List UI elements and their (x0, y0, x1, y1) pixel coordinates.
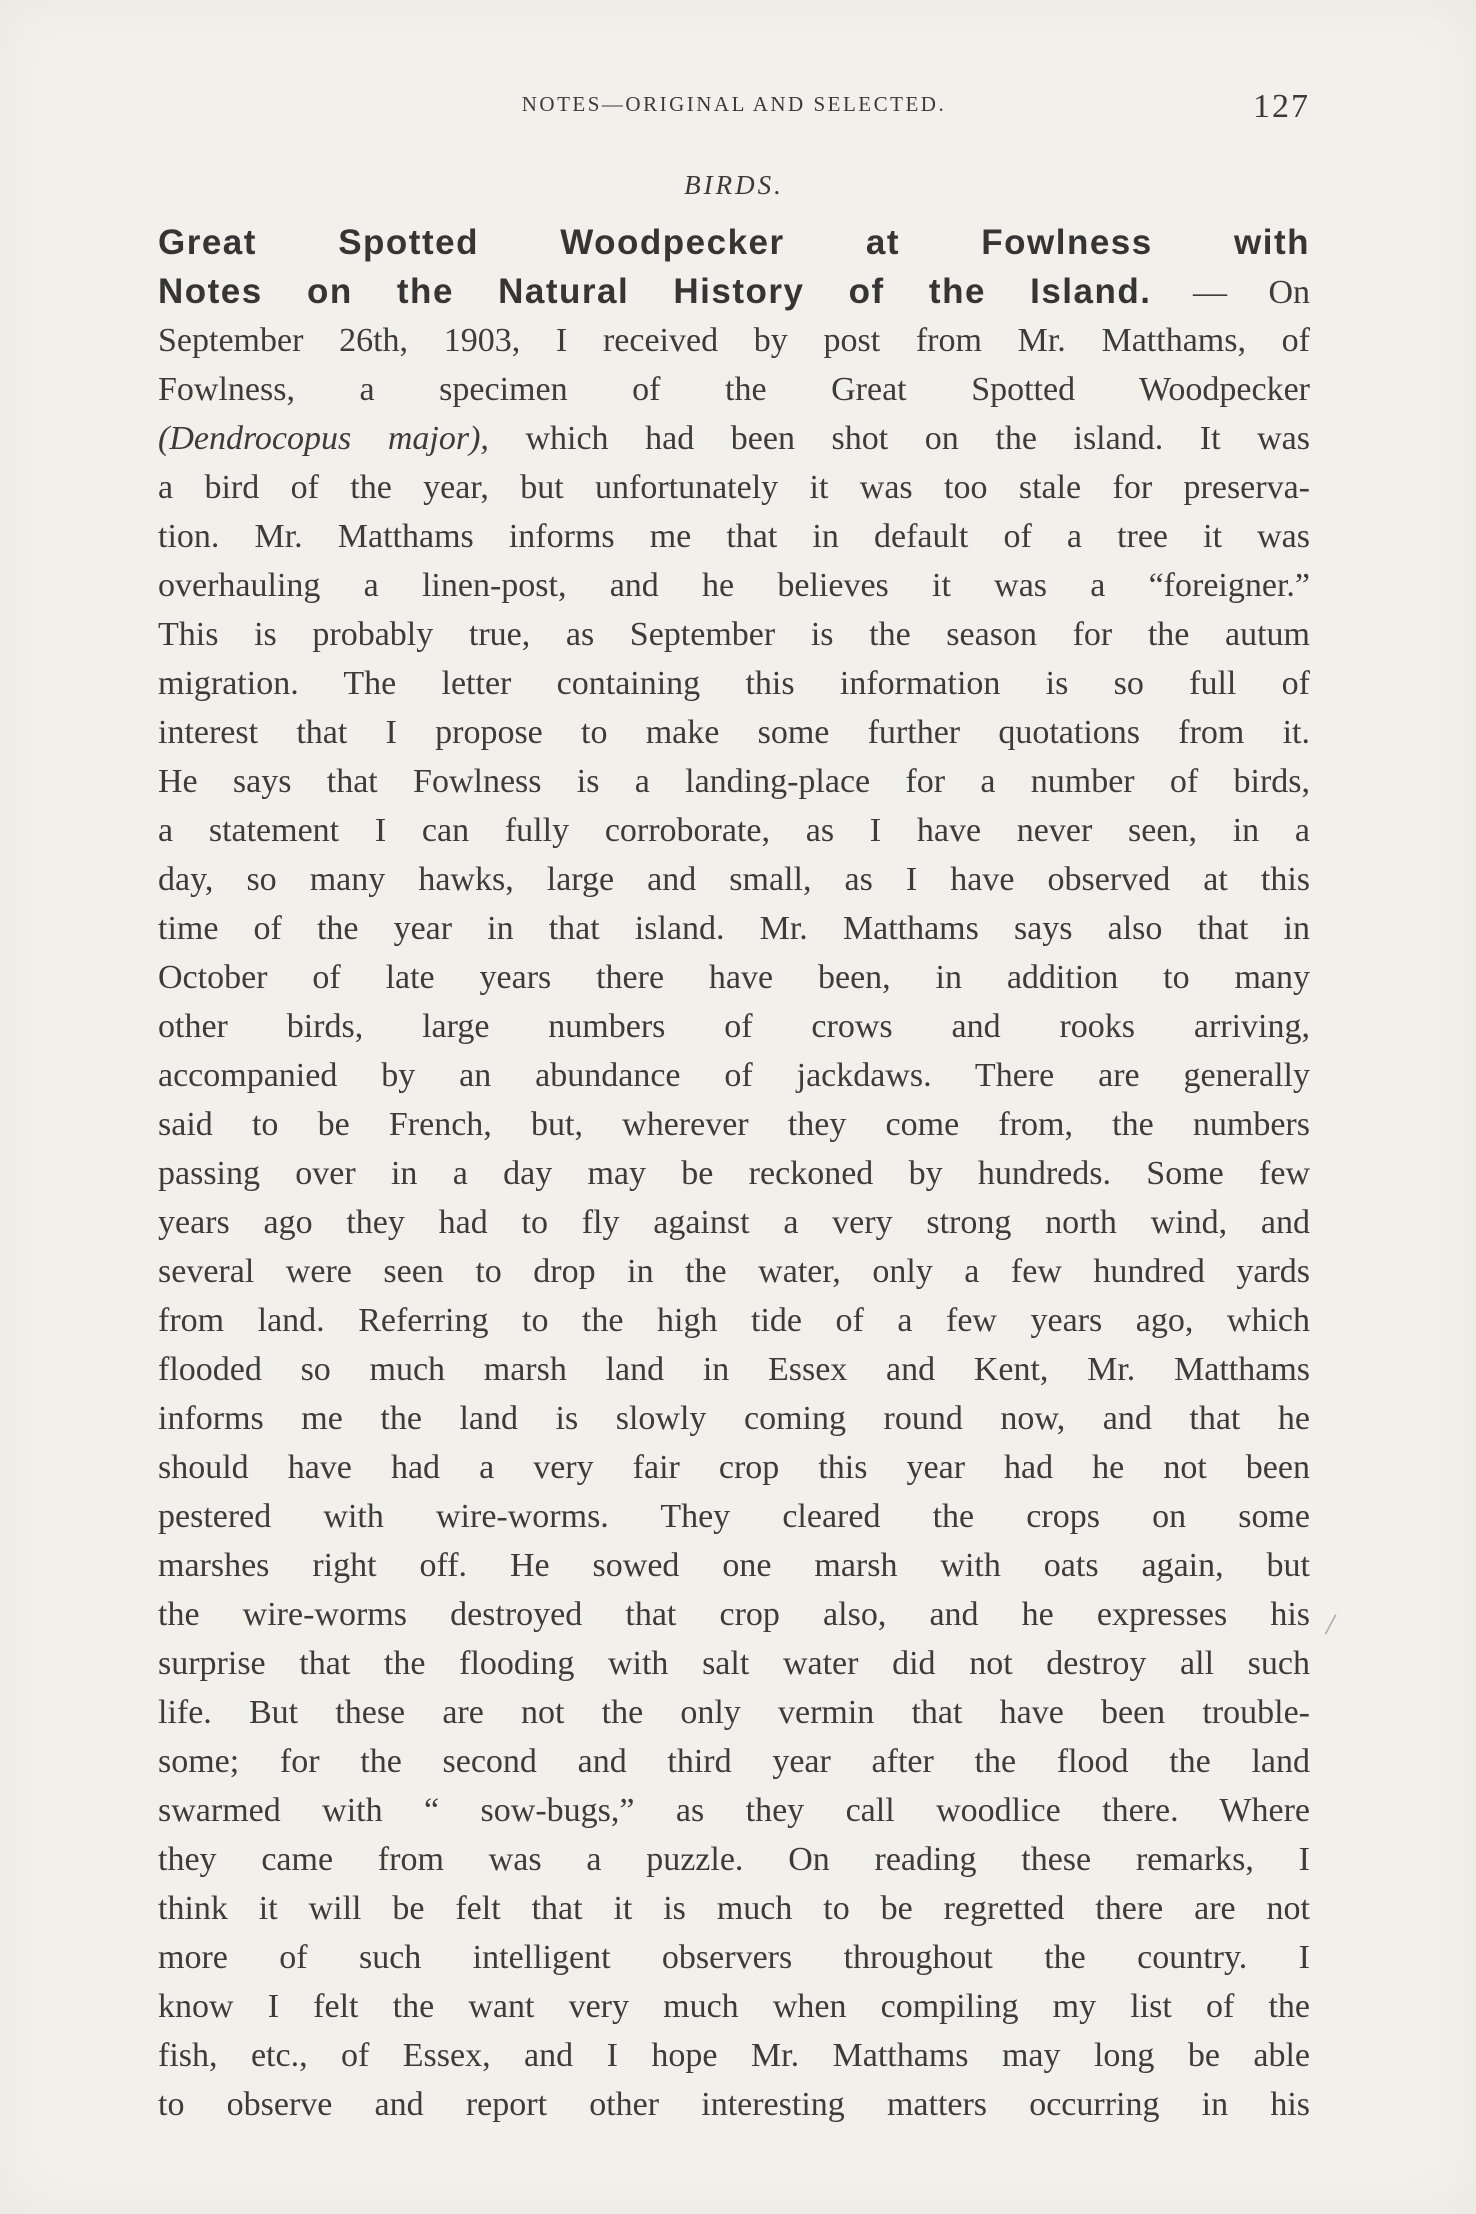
body-line: swarmed with “ sow-bugs,” as they call woodlice there. Where (158, 1792, 1310, 1829)
body-line: years ago they had to fly against a very strong north wind, and (158, 1204, 1310, 1241)
body-line-latin-name (158, 414, 1310, 463)
body-line: flooded so much marsh land in Essex and Kent, Mr. Matthams (158, 1351, 1310, 1388)
body-line: several were seen to drop in the water, only a few hundred yards (158, 1253, 1310, 1290)
body-line-rest: which had been shot on the island. It was (488, 420, 1311, 457)
article-heading-line-2-bold: Notes on the Natural History of the Island. (158, 272, 1152, 311)
body-line: time of the year in that island. Mr. Matthams says also that in (158, 910, 1310, 947)
body-line: This is probably true, as September is the season for the autum (158, 616, 1310, 653)
section-title: BIRDS. (684, 170, 784, 200)
body-line: other birds, large numbers of crows and rooks arriving, (158, 1008, 1310, 1045)
body-line: interest that I propose to make some further quotations from it. (158, 714, 1310, 751)
body-line: pestered with wire-worms. They cleared the crops on some (158, 1498, 1310, 1535)
body-line: life. But these are not the only vermin that have been trouble- (158, 1694, 1310, 1731)
body-line: a statement I can fully corroborate, as I have never seen, in a (158, 812, 1310, 849)
body-line: some; for the second and third year after the flood the land (158, 1743, 1310, 1780)
body-line: from land. Referring to the high tide of a few years ago, which (158, 1302, 1310, 1339)
body-line: September 26th, 1903, I received by post from Mr. Matthams, of (158, 322, 1310, 359)
body-line: day, so many hawks, large and small, as I have observed at this (158, 861, 1310, 898)
body-line: passing over in a day may be reckoned by hundreds. Some few (158, 1155, 1310, 1192)
running-head (158, 88, 1310, 128)
page-number: 127 (1253, 88, 1310, 125)
running-title: NOTES—ORIGINAL AND SELECTED. (521, 92, 947, 116)
margin-pencil-mark: / (1326, 1608, 1335, 1641)
body-line: tion. Mr. Matthams informs me that in default of a tree it was (158, 518, 1310, 555)
body-line: migration. The letter containing this information is so full of (158, 665, 1310, 702)
article-heading-line-2-tail: — On (1151, 274, 1310, 311)
body-line: surprise that the flooding with salt water did not destroy all such (158, 1645, 1310, 1682)
body-line: think it will be felt that it is much to be regretted there are not (158, 1890, 1310, 1927)
body-line: overhauling a linen-post, and he believes it was a “foreigner.” (158, 567, 1310, 604)
body-line: should have had a very fair crop this year had he not been (158, 1449, 1310, 1486)
body-line: know I felt the want very much when compiling my list of the (158, 1988, 1310, 2025)
body-line: to observe and report other interesting matters occurring in his (158, 2086, 1310, 2123)
body-line: accompanied by an abundance of jackdaws. There are generally (158, 1057, 1310, 1094)
latin-name: (Dendrocopus major), (158, 420, 489, 457)
body-line: more of such intelligent observers throughout the country. I (158, 1939, 1310, 1976)
body-line: marshes right off. He sowed one marsh with oats again, but (158, 1547, 1310, 1584)
body-line: the wire-worms destroyed that crop also, and he expresses his (158, 1596, 1310, 1633)
article-body (158, 218, 1310, 2129)
body-line: fish, etc., of Essex, and I hope Mr. Matthams may long be able (158, 2037, 1310, 2074)
article-heading-line-1: Great Spotted Woodpecker at Fowlness with (158, 223, 1310, 262)
body-line: He says that Fowlness is a landing-place for a number of birds, (158, 763, 1310, 800)
article-heading-line-2 (158, 267, 1310, 316)
body-line: a bird of the year, but unfortunately it was too stale for preserva- (158, 469, 1310, 506)
body-line: they came from was a puzzle. On reading these remarks, I (158, 1841, 1310, 1878)
body-line: Fowlness, a specimen of the Great Spotted Woodpecker (158, 371, 1310, 408)
body-line: informs me the land is slowly coming round now, and that he (158, 1400, 1310, 1437)
body-line: said to be French, but, wherever they come from, the numbers (158, 1106, 1310, 1143)
body-line: October of late years there have been, in addition to many (158, 959, 1310, 996)
